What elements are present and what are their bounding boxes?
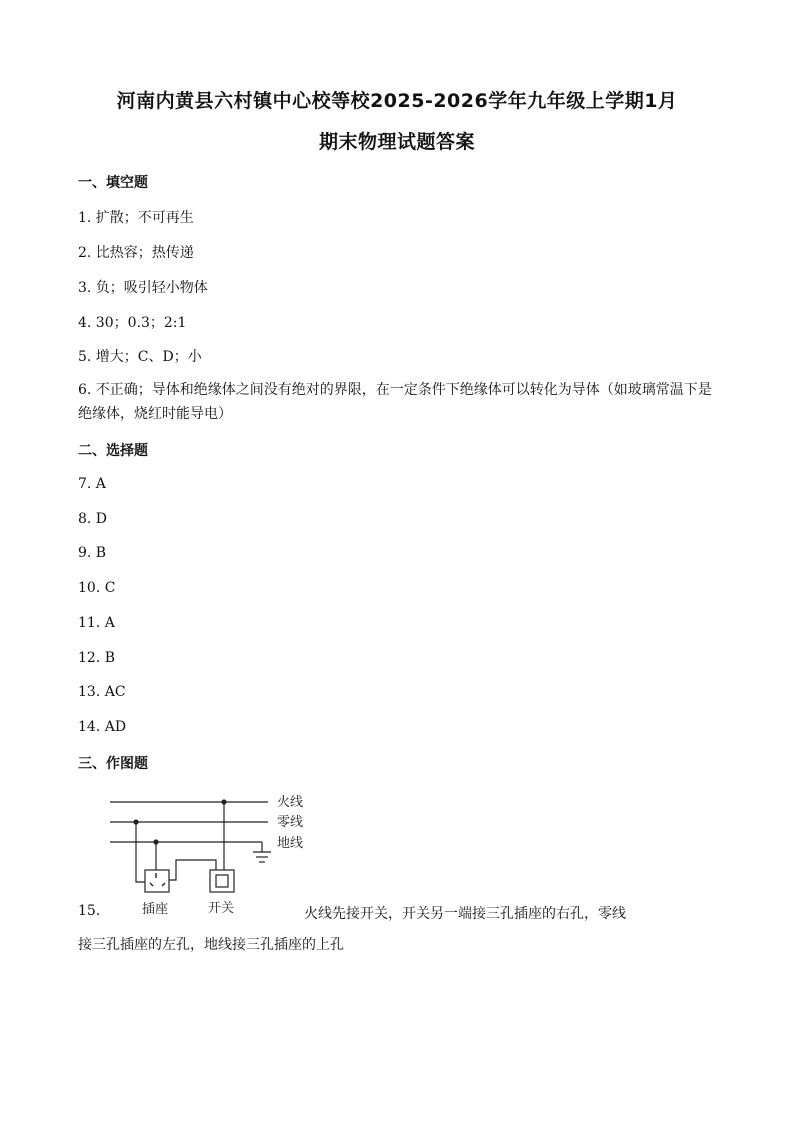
answer-12: 12. B xyxy=(78,650,116,666)
section-choice-heading: 二、选择题 xyxy=(78,443,148,459)
label-neutral-wire: 零线 xyxy=(277,815,304,830)
socket-box xyxy=(145,870,169,892)
q15-answer-line2: 接三孔插座的左孔，地线接三孔插座的上孔 xyxy=(78,937,344,953)
answer-14: 14. AD xyxy=(78,719,127,735)
switch-box xyxy=(210,870,234,892)
label-ground-wire: 地线 xyxy=(277,836,304,851)
answer-13: 13. AC xyxy=(78,684,126,700)
label-socket: 插座 xyxy=(142,902,169,917)
switch-to-socket-wire xyxy=(169,860,216,880)
label-live-wire: 火线 xyxy=(277,795,304,810)
q15-number: 15. xyxy=(78,903,101,919)
neutral-to-socket-wire xyxy=(136,822,145,882)
answer-1: 1. 扩散；不可再生 xyxy=(78,210,194,226)
answer-7: 7. A xyxy=(78,476,106,492)
q15-answer-line1: 火线先接开关，开关另一端接三孔插座的右孔，零线 xyxy=(304,906,626,922)
answer-5: 5. 增大；C、D；小 xyxy=(78,349,202,365)
answer-11: 11. A xyxy=(78,615,115,631)
doc-title-line2: 期末物理试题答案 xyxy=(318,131,475,153)
doc-title-line1: 河南内黄县六村镇中心校等校2025-2026学年九年级上学期1月 xyxy=(116,90,678,112)
socket-hole-left xyxy=(150,883,153,886)
answer-10: 10. C xyxy=(78,580,116,596)
answer-8: 8. D xyxy=(78,511,108,527)
circuit-diagram xyxy=(100,786,320,920)
section-drawing-heading: 三、作图题 xyxy=(78,756,148,772)
label-switch: 开关 xyxy=(208,901,235,916)
answer-9: 9. B xyxy=(78,545,107,561)
switch-icon xyxy=(216,875,228,887)
answer-3: 3. 负；吸引轻小物体 xyxy=(78,280,208,296)
answer-2: 2. 比热容；热传递 xyxy=(78,245,194,261)
section-fill-heading: 一、填空题 xyxy=(78,175,148,191)
answer-6: 6. 不正确；导体和绝缘体之间没有绝对的界限，在一定条件下绝缘体可以转化为导体（如玻璃常温下是绝缘体，烧红时能导电） xyxy=(78,382,712,422)
answer-4: 4. 30；0.3；2:1 xyxy=(78,315,187,331)
socket-hole-right xyxy=(162,883,165,886)
